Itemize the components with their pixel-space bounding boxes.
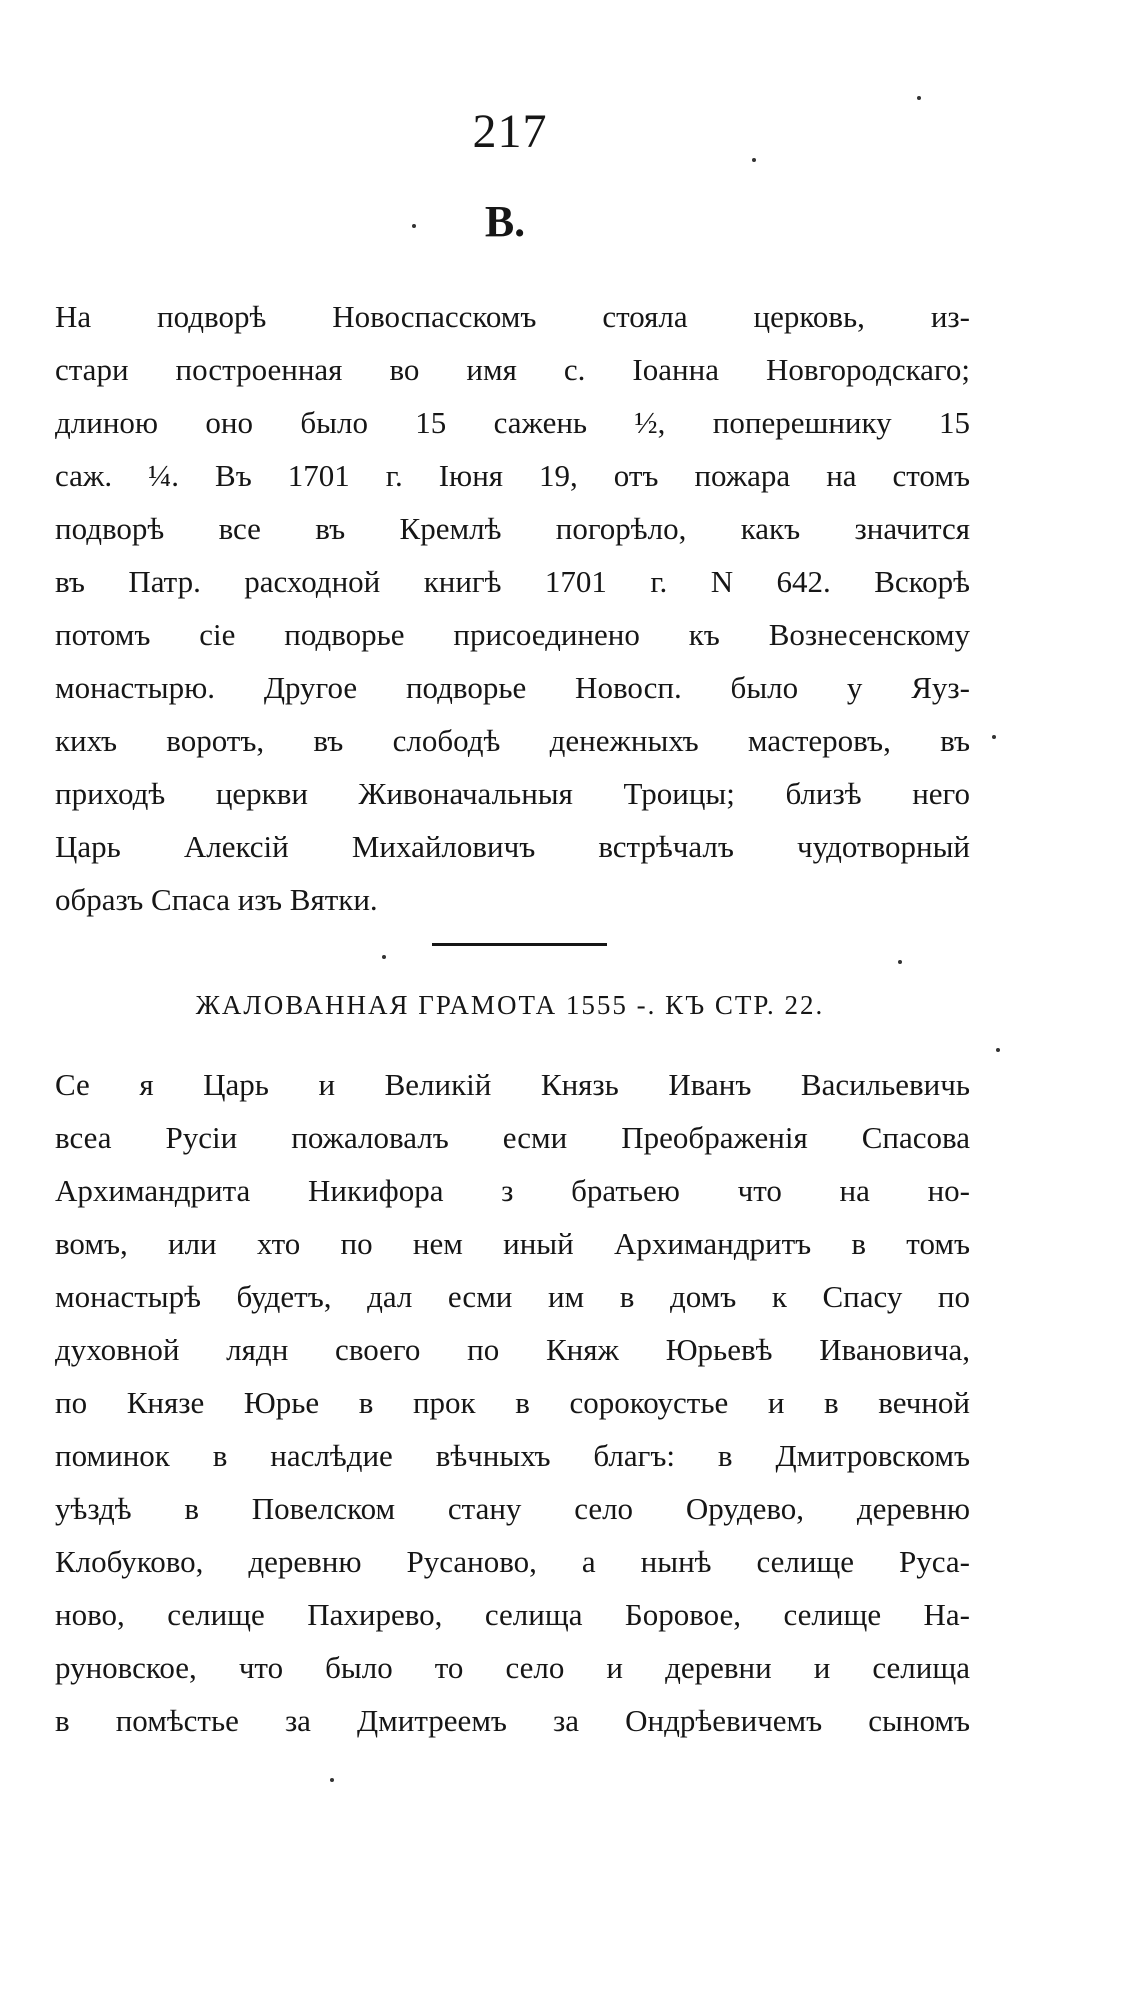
text-line: образъ Спаса изъ Вятки. bbox=[55, 882, 378, 917]
scan-speck bbox=[330, 1778, 334, 1782]
text-line: ново, селище Пахирево, селища Боровое, селище На- bbox=[55, 1597, 970, 1632]
text-line: стари построенная во имя с. Іоанна Новгородскаго; bbox=[55, 352, 970, 387]
text-line: вомъ, или хто по нем иный Архимандритъ в томъ bbox=[55, 1226, 970, 1261]
section-heading: ЖАЛОВАННАЯ ГРАМОТА 1555 -. КЪ СТР. 22. bbox=[195, 990, 825, 1020]
text-line: в помѣстье за Дмитреемъ за Ондрѣевичемъ сыномъ bbox=[55, 1703, 970, 1738]
text-line: потомъ сіе подворье присоединено къ Вознесенскому bbox=[55, 617, 970, 652]
text-line: На подворѣ Новоспасскомъ стояла церковь, из- bbox=[55, 299, 970, 334]
text-line: въ Патр. расходной книгѣ 1701 г. N 642. Вскорѣ bbox=[55, 564, 970, 599]
text-line: всеа Русіи пожаловалъ есми Преображенія Спасова bbox=[55, 1120, 970, 1155]
text-line: по Князе Юрье в прок в сорокоустье и в вечной bbox=[55, 1385, 970, 1420]
page-number: 217 bbox=[472, 105, 548, 158]
scan-speck bbox=[898, 960, 902, 964]
text-line: Царь Алексій Михайловичъ встрѣчалъ чудотворный bbox=[55, 829, 970, 864]
scan-speck bbox=[412, 224, 416, 228]
separator-rule bbox=[432, 943, 607, 946]
section-letter: В. bbox=[484, 197, 526, 246]
text-line: монастырѣ будетъ, дал есми им в домъ к Спасу по bbox=[55, 1279, 970, 1314]
scan-speck bbox=[752, 158, 756, 162]
scan-speck bbox=[996, 1048, 1000, 1052]
scan-speck bbox=[382, 955, 386, 959]
text-line: Се я Царь и Великій Князь Иванъ Васильевичь bbox=[55, 1067, 970, 1102]
scan-speck bbox=[992, 735, 996, 739]
text-line: Клобуково, деревню Русаново, а нынѣ селище Руса- bbox=[55, 1544, 970, 1579]
text-line: Архимандрита Никифора з братьею что на но- bbox=[55, 1173, 970, 1208]
text-line: длиною оно было 15 сажень ½, поперешнику 15 bbox=[55, 405, 970, 440]
text-line: поминок в наслѣдие вѣчныхъ благъ: в Дмитровскомъ bbox=[55, 1438, 970, 1473]
text-line: подворѣ все въ Кремлѣ погорѣло, какъ значится bbox=[55, 511, 970, 546]
paragraph-2 bbox=[55, 1058, 970, 1747]
text-line: саж. ¼. Въ 1701 г. Іюня 19, отъ пожара на стомъ bbox=[55, 458, 970, 493]
text-line: духовной лядн своего по Княж Юрьевѣ Ивановича, bbox=[55, 1332, 970, 1367]
text-line: приходѣ церкви Живоначальныя Троицы; близѣ него bbox=[55, 776, 970, 811]
text-line: монастырю. Другое подворье Новосп. было у Яуз- bbox=[55, 670, 970, 705]
scan-speck bbox=[917, 96, 921, 100]
paragraph-1 bbox=[55, 290, 970, 926]
text-line: руновское, что было то село и деревни и селища bbox=[55, 1650, 970, 1685]
text-line: кихъ воротъ, въ слободѣ денежныхъ мастеровъ, въ bbox=[55, 723, 970, 758]
text-line: уѣздѣ в Повелском стану село Орудево, деревню bbox=[55, 1491, 970, 1526]
